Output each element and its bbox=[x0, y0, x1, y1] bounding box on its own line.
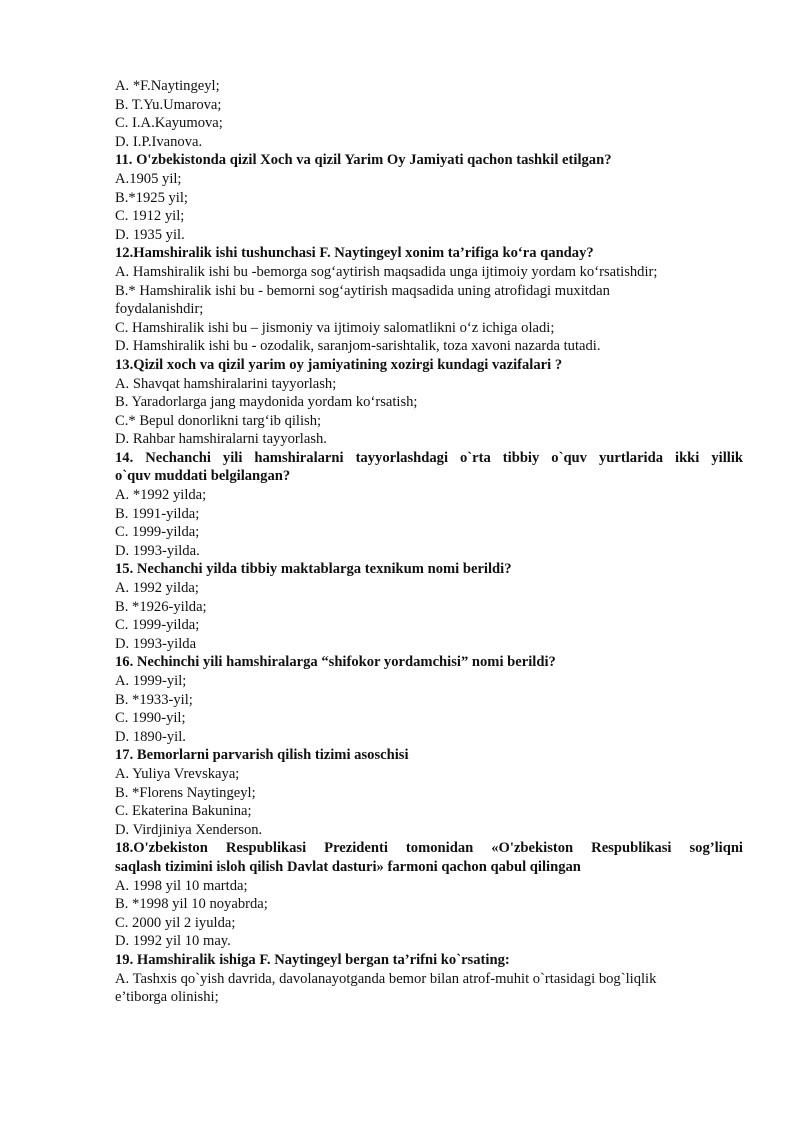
answer-option: D. Rahbar hamshiralarni tayyorlash. bbox=[115, 431, 327, 448]
question-14-continued: o`quv muddati belgilangan? bbox=[115, 468, 291, 485]
answer-option: C. Ekaterina Bakunina; bbox=[115, 803, 252, 820]
answer-option: B. Yaradorlarga jang maydonida yordam ko‘rsatish; bbox=[115, 394, 418, 411]
answer-option: B.*1925 yil; bbox=[115, 189, 188, 206]
answer-option: D. 1890-yil. bbox=[115, 728, 186, 745]
answer-option: C. I.A.Kayumova; bbox=[115, 115, 223, 132]
question-16: 16. Nechinchi yili hamshiralarga “shifokor yordamchisi” nomi berildi? bbox=[115, 654, 556, 671]
answer-option: D. 1993-yilda bbox=[115, 635, 197, 652]
answer-option: C. 2000 yil 2 iyulda; bbox=[115, 914, 236, 931]
answer-option: C. 1912 yil; bbox=[115, 208, 185, 225]
answer-option: B. *1926-yilda; bbox=[115, 598, 207, 615]
answer-option: B. *Florens Naytingeyl; bbox=[115, 784, 256, 801]
answer-option-continued: foydalanishdir; bbox=[115, 301, 204, 318]
answer-option: D. I.P.Ivanova. bbox=[115, 133, 203, 150]
answer-option: A. 1992 yilda; bbox=[115, 580, 199, 597]
document-page bbox=[115, 77, 743, 1007]
answer-option: C. Hamshiralik ishi bu – jismoniy va ijtimoiy salomatlikni o‘z ichiga oladi; bbox=[115, 319, 555, 336]
answer-option: A. 1998 yil 10 martda; bbox=[115, 877, 248, 894]
question-13: 13.Qizil xoch va qizil yarim oy jamiyatining xozirgi kundagi vazifalari ? bbox=[115, 356, 563, 373]
answer-option: A. Tashxis qo`yish davrida, davolanayotganda bemor bilan atrof-muhit o`rtasidagi bog`liqlik bbox=[115, 970, 657, 987]
question-15: 15. Nechanchi yilda tibbiy maktablarga texnikum nomi berildi? bbox=[115, 561, 512, 578]
answer-option: A.1905 yil; bbox=[115, 170, 182, 187]
question-11: 11. O'zbekistonda qizil Xoch va qizil Yarim Oy Jamiyati qachon tashkil etilgan? bbox=[115, 152, 612, 169]
answer-option-continued: e’tiborga olinishi; bbox=[115, 989, 219, 1006]
answer-option: B. T.Yu.Umarova; bbox=[115, 96, 222, 113]
answer-option: B. *1933-yil; bbox=[115, 691, 193, 708]
question-14: 14. Nechanchi yili hamshiralarni tayyorlashdagi o`rta tibbiy o`quv yurtlarida ikki yillik bbox=[115, 449, 743, 466]
answer-option: B. 1991-yilda; bbox=[115, 505, 200, 522]
answer-option: A. Hamshiralik ishi bu -bemorga sog‘aytirish maqsadida unga ijtimoiy yordam ko‘rsatishdir; bbox=[115, 263, 658, 280]
answer-option: D. Virdjiniya Xenderson. bbox=[115, 821, 263, 838]
answer-option: D. 1935 yil. bbox=[115, 226, 185, 243]
answer-option: D. 1993-yilda. bbox=[115, 542, 200, 559]
answer-option: B.* Hamshiralik ishi bu - bemorni sog‘aytirish maqsadida uning atrofidagi muxitdan bbox=[115, 282, 610, 299]
answer-option: C. 1990-yil; bbox=[115, 710, 186, 727]
answer-option: C.* Bepul donorlikni targ‘ib qilish; bbox=[115, 412, 322, 429]
answer-option: D. Hamshiralik ishi bu - ozodalik, saranjom-sarishtalik, toza xavoni nazarda tutadi. bbox=[115, 338, 601, 355]
question-18: 18.O'zbekiston Respublikasi Prezidenti tomonidan «O'zbekiston Respublikasi sog’liqni bbox=[115, 840, 743, 857]
answer-option: C. 1999-yilda; bbox=[115, 524, 200, 541]
answer-option: B. *1998 yil 10 noyabrda; bbox=[115, 896, 268, 913]
answer-option: A. *1992 yilda; bbox=[115, 487, 207, 504]
answer-option: A. Shavqat hamshiralarini tayyorlash; bbox=[115, 375, 337, 392]
answer-option: A. *F.Naytingeyl; bbox=[115, 78, 220, 94]
answer-option: A. 1999-yil; bbox=[115, 673, 187, 689]
answer-option: D. 1992 yil 10 may. bbox=[115, 933, 231, 950]
answer-option: C. 1999-yilda; bbox=[115, 617, 200, 634]
question-12: 12.Hamshiralik ishi tushunchasi F. Naytingeyl xonim ta’rifiga ko‘ra qanday? bbox=[115, 245, 594, 262]
answer-option: A. Yuliya Vrevskaya; bbox=[115, 765, 240, 782]
question-17: 17. Bemorlarni parvarish qilish tizimi asoschisi bbox=[115, 747, 409, 764]
question-18-continued: saqlash tizimini isloh qilish Davlat dasturi» farmoni qachon qabul qilingan bbox=[115, 858, 581, 875]
question-19: 19. Hamshiralik ishiga F. Naytingeyl bergan ta’rifni ko`rsating: bbox=[115, 951, 510, 968]
